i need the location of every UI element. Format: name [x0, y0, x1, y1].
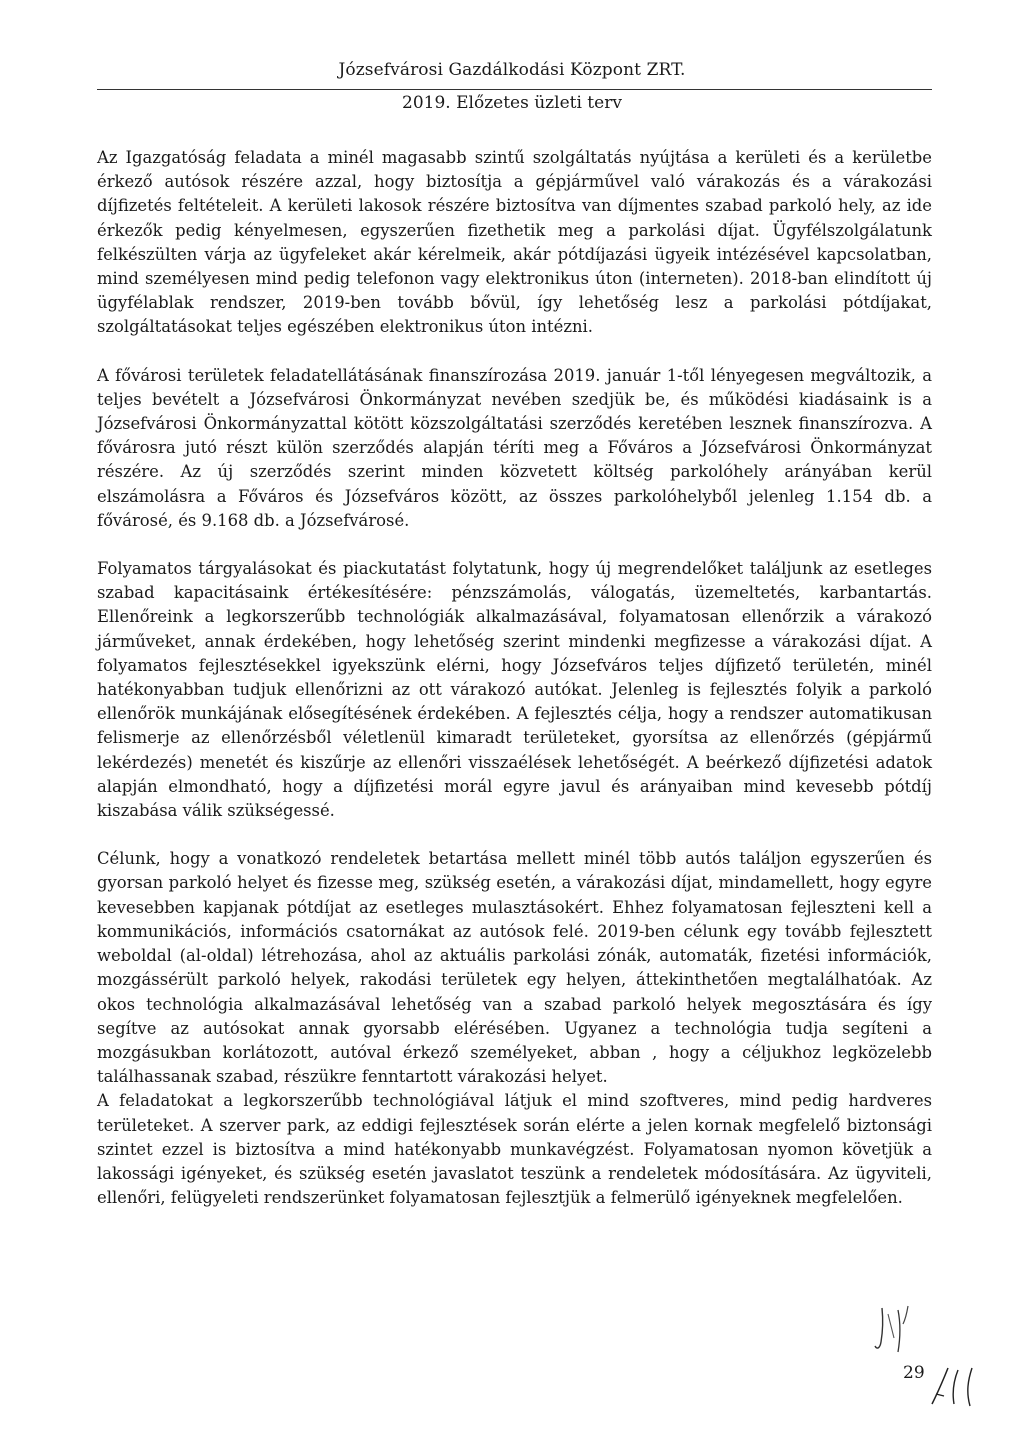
paragraph-finanszirozas: A fővárosi területek feladatellátásának finanszírozása 2019. január 1-től lényegesen megváltozik, a teljes bevételt a Józsefvárosi Önkormányzat nevében szedjük be, és működési kiadásaink is a Józsefvárosi Önkormányzattal kötött közszolgáltatási szerződés keretében lesznek finanszírozva. A fővárosra jutó részt külön szerződés alapján téríti meg a Főváros a Józsefvárosi Önkormányzat részére. Az új szerződés szerint minden közvetett költség parkolóhely arányában kerül elszámolásra a Főváros és Józsefváros között, az összes parkolóhelyből jelenleg 1.154 db. a fővárosé, és 9.168 db. a Józsefvárosé. — [97, 365, 932, 530]
document-body — [97, 146, 932, 1210]
document-title: 2019. Előzetes üzleti terv — [402, 93, 622, 113]
page-number: 29 — [903, 1363, 925, 1383]
paragraph-igazgatosag: Az Igazgatóság feladata a minél magasabb szintű szolgáltatás nyújtása a kerületi és a kerületbe érkező autósok részére azzal, hogy biztosítja a gépjárművel való várakozás és a várakozási díjfizetés feltételeit. A kerületi lakosok részére biztosítva van díjmentes szabad parkoló hely, az ide érkezők pedig kényelmesen, egyszerűen fizethetik meg a parkolási díjat. Ügyfélszolgálatunk felkészülten várja az ügyfeleket akár kérelmeik, akár pótdíjazási ügyeik intézésével kapcsolatban, mind személyesen mind pedig telefonon vagy elektronikus úton (interneten). 2018-ban elindított új ügyfélablak rendszer, 2019-ben tovább bővül, így lehetőség lesz a parkolási pótdíjakat, szolgáltatásokat teljes egészében elektronikus úton intézni. — [97, 148, 932, 337]
document-header-organization: Józsefvárosi Gazdálkodási Központ ZRT. — [338, 60, 686, 80]
paragraph-targyalasok: Folyamatos tárgyalásokat és piackutatást folytatunk, hogy új megrendelőket találjunk az esetleges szabad kapacitásaink értékesítésére: pénzszámolás, válogatás, üzemeltetés, karbantartás. Ellenőreink a legkorszerűbb technológiák alkalmazásával, folyamatosan ellenőrzik a várakozó járműveket, annak érdekében, hogy lehetőség szerint mindenki megfizesse a várakozási díjat. A folyamatos fejlesztésekkel igyekszünk elérni, hogy Józsefváros teljes díjfizető területén, minél hatékonyabban tudjuk ellenőrizni az ott várakozó autókat. Jelenleg is fejlesztés folyik a parkoló ellenőrök munkájának elősegítésének érdekében. A fejlesztés célja, hogy a rendszer automatikusan felismerje az ellenőrzésből véletlenül kimaradt területeket, gyorsítsa az ellenőrzés (gépjármű lekérdezés) menetét és kiszűrje az ellenőri visszaélések lehetőségét. A beérkező díjfizetési adatok alapján elmondható, hogy a díjfizetési morál egyre javul és arányaiban mind kevesebb pótdíj kiszabása válik szükségessé. — [97, 559, 932, 821]
handwritten-page-mark — [928, 1360, 986, 1410]
header-divider — [97, 89, 932, 90]
paragraph-celunk: Célunk, hogy a vonatkozó rendeletek betartása mellett minél több autós találjon egyszerűen és gyorsan parkoló helyet és fizesse meg, szükség esetén, a várakozási díjat, mindamellett, hogy egyre kevesebben kapjanak pótdíjat az esetleges mulasztásokért. Ehhez folyamatosan fejleszteni kell a kommunikációs, információs csatornákat az autósok felé. 2019-ben célunk egy tovább fejlesztett weboldal (al-oldal) létrehozása, ahol az aktuális parkolási zónák, automaták, fizetési információk, mozgássérült parkoló helyek, rakodási területek egy helyen, áttekinthetően megtalálhatóak. Az okos technológia alkalmazásával lehetőség van a szabad parkoló helyek megosztására és így segítve az autósokat annak gyorsabb elérésében. Ugyanez a technológia tudja segíteni a mozgásukban korlátozott, autóval érkező személyeket, abban , hogy a céljukhoz legközelebb találhassanak szabad, részükre fenntartott várakozási helyet. — [97, 849, 932, 1087]
paragraph-feladatok: A feladatokat a legkorszerűbb technológiával látjuk el mind szoftveres, mind pedig hardveres területeket. A szerver park, az eddigi fejlesztések során elérte a jelen kornak megfelelő biztonsági szintet ezzel is biztosítva a mind hatékonyabb munkavégzést. Folyamatosan nyomon követjük a lakossági igényeket, és szükség esetén javaslatot teszünk a rendeletek módosítására. Az ügyviteli, ellenőri, felügyeleti rendszerünket folyamatosan fejlesztjük a felmerülő igényeknek megfelelően. — [97, 1091, 932, 1208]
signature-initials — [868, 1300, 928, 1360]
